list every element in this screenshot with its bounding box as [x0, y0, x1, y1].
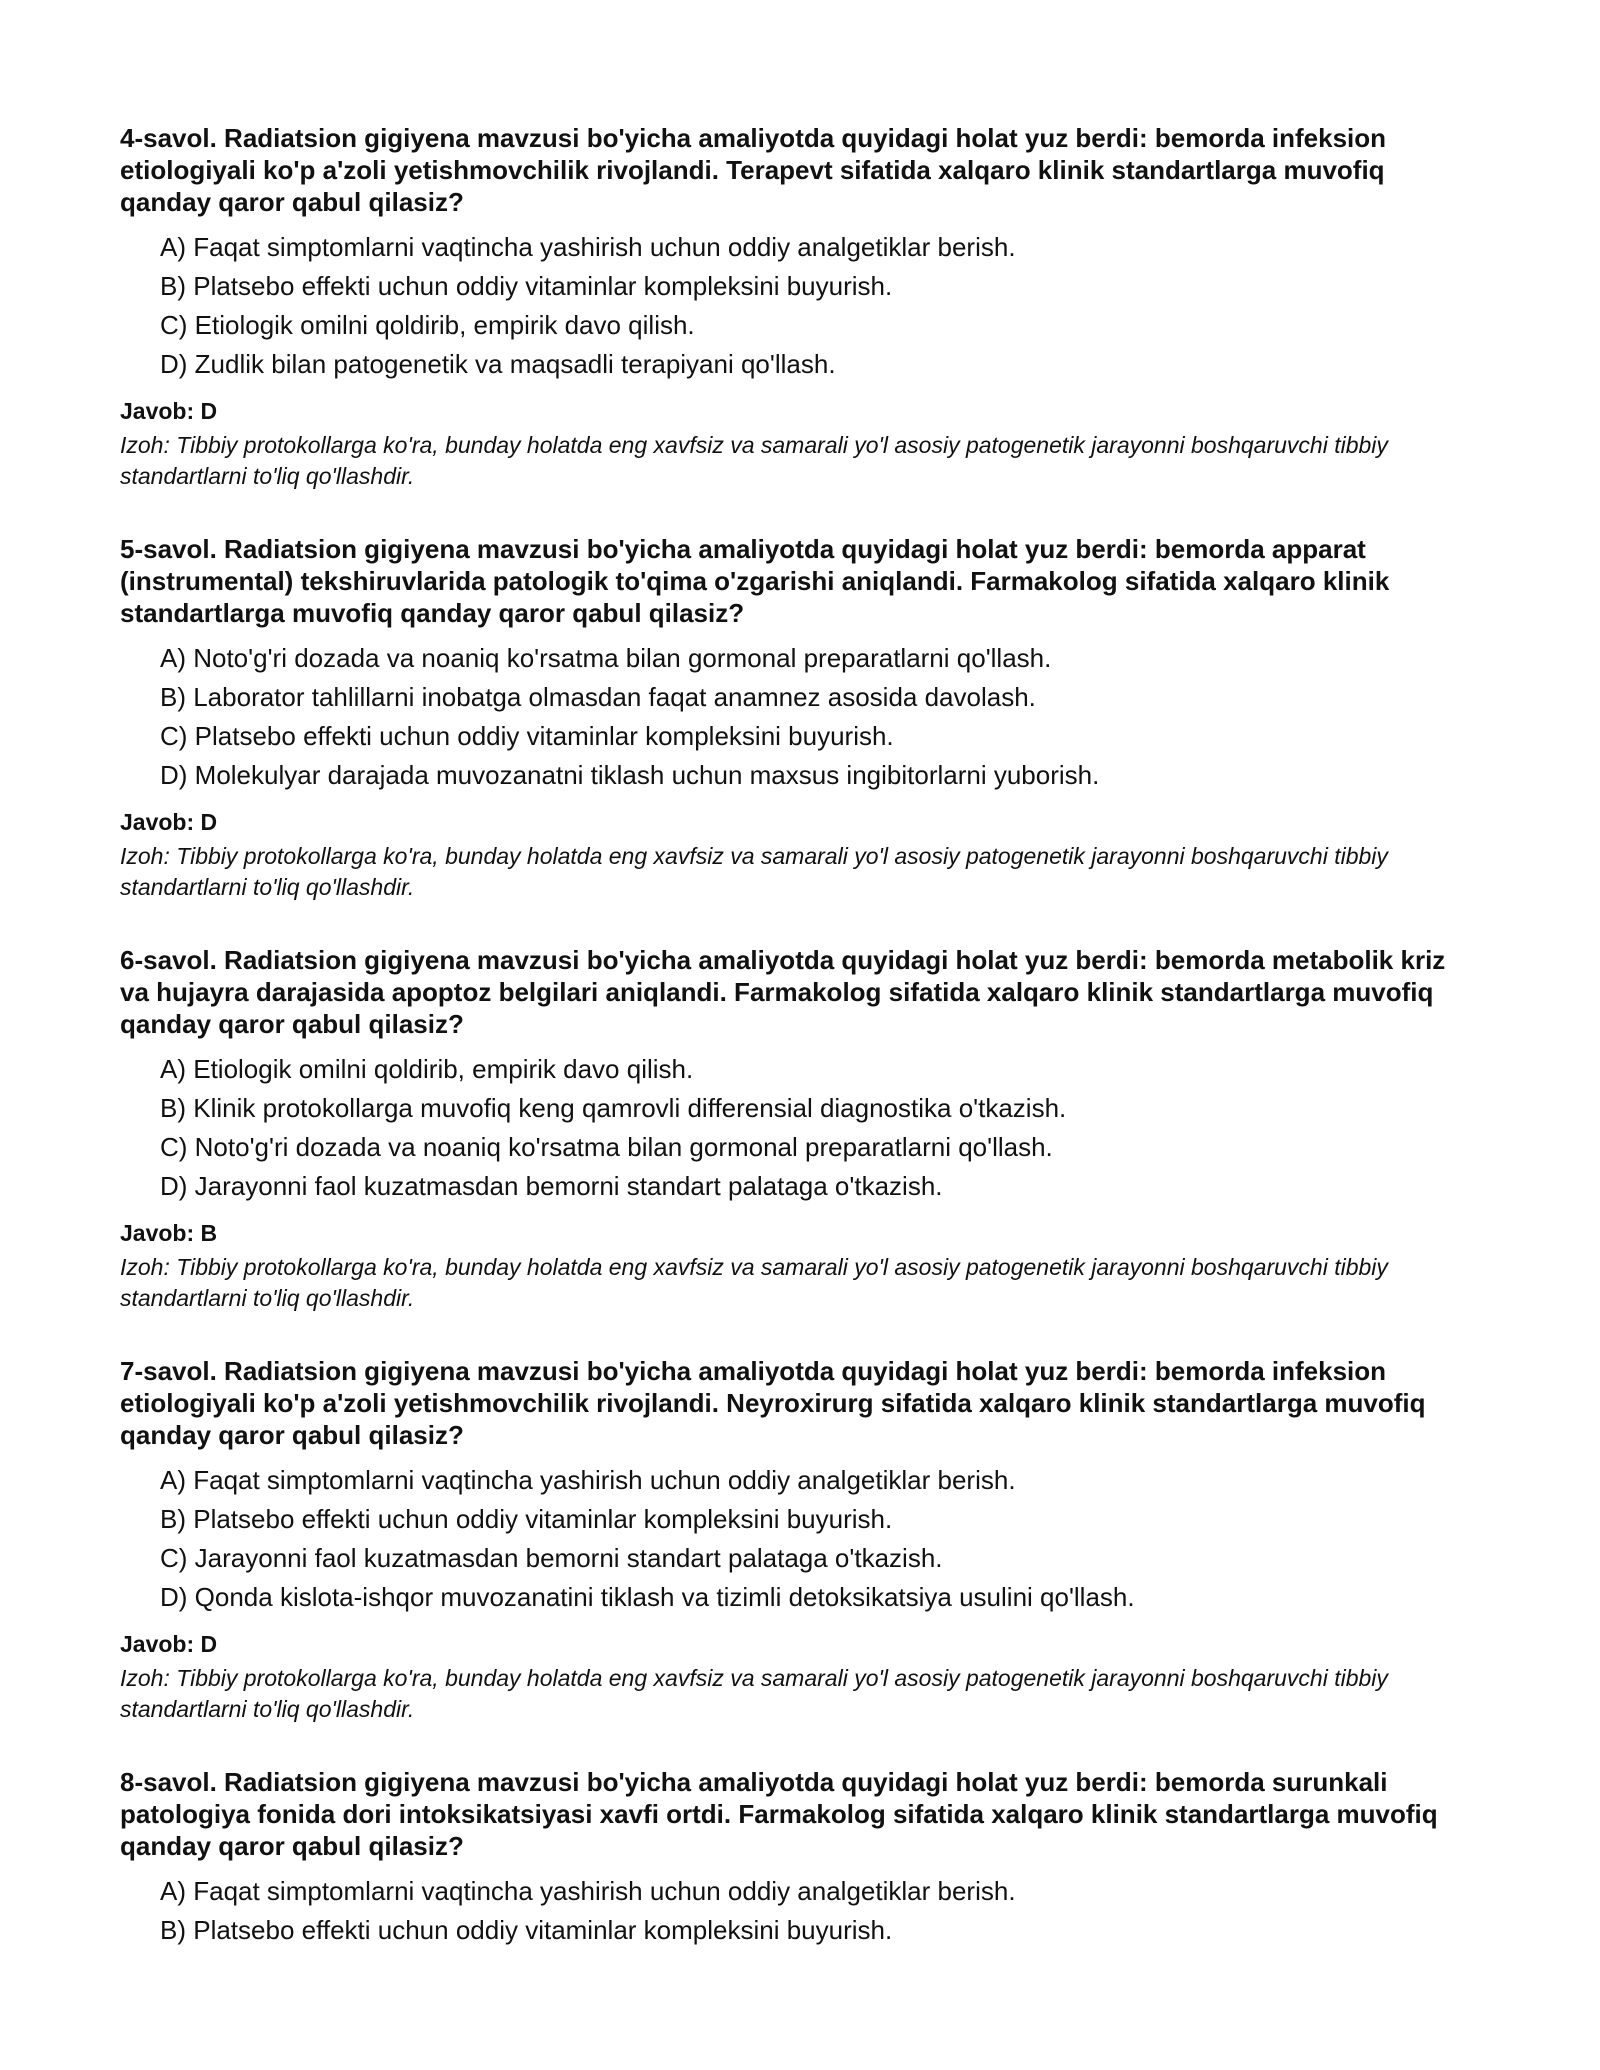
- option-a: A) Etiologik omilni qoldirib, empirik davo qilish.: [160, 1054, 694, 1084]
- explanation-text: Izoh: Tibbiy protokollarga ko'ra, bunday holatda eng xavfsiz va samarali yo'l asosiy patogenetik jarayonni boshqaruvchi tibbiy standartlarni to'liq qo'llashdir.: [120, 843, 1388, 900]
- option-list: [120, 1461, 1480, 1617]
- explanation-text: Izoh: Tibbiy protokollarga ko'ra, bunday holatda eng xavfsiz va samarali yo'l asosiy patogenetik jarayonni boshqaruvchi tibbiy standartlarni to'liq qo'llashdir.: [120, 1665, 1388, 1722]
- question-block: [120, 1766, 1480, 1950]
- question-block: [120, 944, 1480, 1314]
- option-b: B) Klinik protokollarga muvofiq keng qamrovli differensial diagnostika o'tkazish.: [160, 1093, 1067, 1123]
- question-block: [120, 122, 1480, 492]
- option-c: C) Noto'g'ri dozada va noaniq ko'rsatma bilan gormonal preparatlarni qo'llash.: [160, 1132, 1053, 1162]
- option-list: [120, 639, 1480, 795]
- answer-label: Javob: D: [120, 809, 218, 835]
- option-a: A) Noto'g'ri dozada va noaniq ko'rsatma bilan gormonal preparatlarni qo'llash.: [160, 643, 1052, 673]
- option-list: [120, 1050, 1480, 1206]
- question-block: [120, 533, 1480, 903]
- question-text: 6-savol. Radiatsion gigiyena mavzusi bo'yicha amaliyotda quyidagi holat yuz berdi: bemorda metabolik kriz va hujayra darajasida apoptoz belgilari aniqlandi. Farmakolog sifatida xalqaro klinik standartlarga muvofiq qanday qaror qabul qilasiz?: [120, 945, 1446, 1039]
- option-a: A) Faqat simptomlarni vaqtincha yashirish uchun oddiy analgetiklar berish.: [160, 1876, 1016, 1906]
- question-text: 8-savol. Radiatsion gigiyena mavzusi bo'yicha amaliyotda quyidagi holat yuz berdi: bemorda surunkali patologiya fonida dori intoksikatsiyasi xavfi ortdi. Farmakolog sifatida xalqaro klinik standartlarga muvofiq qanday qaror qabul qilasiz?: [120, 1767, 1438, 1861]
- option-d: D) Zudlik bilan patogenetik va maqsadli terapiyani qo'llash.: [160, 349, 836, 379]
- question-text: 5-savol. Radiatsion gigiyena mavzusi bo'yicha amaliyotda quyidagi holat yuz berdi: bemorda apparat (instrumental) tekshiruvlarida patologik to'qima o'zgarishi aniqlandi. Farmakolog sifatida xalqaro klinik standartlarga muvofiq qanday qaror qabul qilasiz?: [120, 534, 1390, 628]
- option-list: [120, 228, 1480, 384]
- answer-label: Javob: D: [120, 398, 218, 424]
- option-list: [120, 1872, 1480, 1950]
- answer-label: Javob: B: [120, 1220, 218, 1246]
- document-page: [120, 122, 1480, 1991]
- option-b: B) Laborator tahlillarni inobatga olmasdan faqat anamnez asosida davolash.: [160, 682, 1036, 712]
- option-b: B) Platsebo effekti uchun oddiy vitaminlar kompleksini buyurish.: [160, 271, 893, 301]
- option-c: C) Platsebo effekti uchun oddiy vitaminlar kompleksini buyurish.: [160, 721, 894, 751]
- option-a: A) Faqat simptomlarni vaqtincha yashirish uchun oddiy analgetiklar berish.: [160, 232, 1016, 262]
- option-a: A) Faqat simptomlarni vaqtincha yashirish uchun oddiy analgetiklar berish.: [160, 1465, 1016, 1495]
- option-b: B) Platsebo effekti uchun oddiy vitaminlar kompleksini buyurish.: [160, 1504, 893, 1534]
- option-d: D) Qonda kislota-ishqor muvozanatini tiklash va tizimli detoksikatsiya usulini qo'llash.: [160, 1582, 1135, 1612]
- question-text: 4-savol. Radiatsion gigiyena mavzusi bo'yicha amaliyotda quyidagi holat yuz berdi: bemorda infeksion etiologiyali ko'p a'zoli yetishmovchilik rivojlandi. Terapevt sifatida xalqaro klinik standartlarga muvofiq qanday qaror qabul qilasiz?: [120, 123, 1387, 217]
- option-c: C) Jarayonni faol kuzatmasdan bemorni standart palataga o'tkazish.: [160, 1543, 943, 1573]
- option-d: D) Jarayonni faol kuzatmasdan bemorni standart palataga o'tkazish.: [160, 1171, 943, 1201]
- answer-label: Javob: D: [120, 1631, 218, 1657]
- explanation-text: Izoh: Tibbiy protokollarga ko'ra, bunday holatda eng xavfsiz va samarali yo'l asosiy patogenetik jarayonni boshqaruvchi tibbiy standartlarni to'liq qo'llashdir.: [120, 432, 1388, 489]
- option-b: B) Platsebo effekti uchun oddiy vitaminlar kompleksini buyurish.: [160, 1915, 893, 1945]
- question-text: 7-savol. Radiatsion gigiyena mavzusi bo'yicha amaliyotda quyidagi holat yuz berdi: bemorda infeksion etiologiyali ko'p a'zoli yetishmovchilik rivojlandi. Neyroxirurg sifatida xalqaro klinik standartlarga muvofiq qanday qaror qabul qilasiz?: [120, 1356, 1426, 1450]
- question-block: [120, 1355, 1480, 1725]
- explanation-text: Izoh: Tibbiy protokollarga ko'ra, bunday holatda eng xavfsiz va samarali yo'l asosiy patogenetik jarayonni boshqaruvchi tibbiy standartlarni to'liq qo'llashdir.: [120, 1254, 1388, 1311]
- option-c: C) Etiologik omilni qoldirib, empirik davo qilish.: [160, 310, 695, 340]
- option-d: D) Molekulyar darajada muvozanatni tiklash uchun maxsus ingibitorlarni yuborish.: [160, 760, 1100, 790]
